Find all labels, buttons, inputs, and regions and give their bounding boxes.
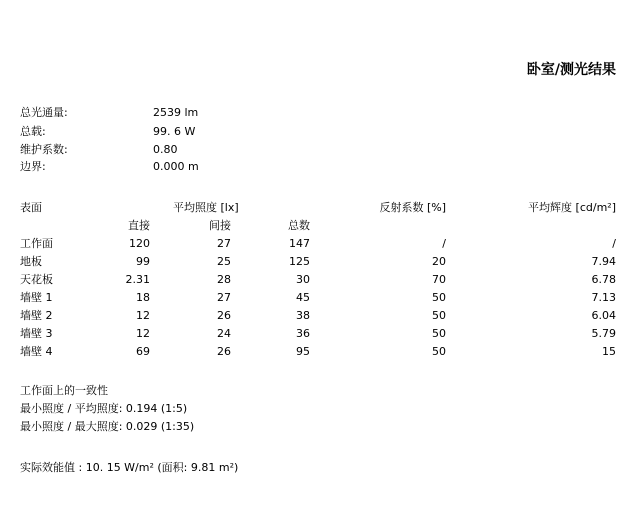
summary-value: 0.80 [153,143,178,156]
uniformity-min-avg: 最小照度 / 平均照度: 0.194 (1:5) [20,402,188,415]
cell-reflectance: 20 [432,255,446,268]
summary-label: 边界: [20,160,46,173]
cell-surface: 墙壁 1 [20,291,53,304]
cell-total: 95 [296,345,310,358]
cell-reflectance: 50 [432,327,446,340]
cell-surface: 天花板 [20,273,53,286]
cell-direct: 69 [136,345,150,358]
cell-luminance: 6.04 [591,309,616,322]
cell-surface: 地板 [20,255,42,268]
header-indirect: 间接 [209,219,231,232]
cell-indirect: 26 [217,309,231,322]
cell-total: 36 [296,327,310,340]
page-title: 卧室/测光结果 [526,62,616,78]
cell-surface: 墙壁 2 [20,309,53,322]
cell-reflectance: 50 [432,345,446,358]
header-surface: 表面 [20,201,42,214]
cell-total: 30 [296,273,310,286]
header-avg-illuminance: 平均照度 [lx] [173,201,239,214]
summary-label: 总载: [20,125,46,138]
cell-total: 38 [296,309,310,322]
cell-total: 125 [289,255,310,268]
cell-reflectance: 70 [432,273,446,286]
cell-total: 45 [296,291,310,304]
cell-direct: 120 [129,237,150,250]
header-total: 总数 [288,219,310,232]
header-reflectance: 反射系数 [%] [379,201,446,214]
cell-reflectance: 50 [432,291,446,304]
summary-value: 99. 6 W [153,125,196,138]
cell-indirect: 25 [217,255,231,268]
cell-direct: 12 [136,309,150,322]
uniformity-heading: 工作面上的一致性 [20,384,108,397]
uniformity-min-max: 最小照度 / 最大照度: 0.029 (1:35) [20,420,195,433]
cell-indirect: 28 [217,273,231,286]
cell-indirect: 24 [217,327,231,340]
cell-total: 147 [289,237,310,250]
summary-label: 维护系数: [20,143,68,156]
cell-indirect: 27 [217,291,231,304]
cell-indirect: 26 [217,345,231,358]
cell-reflectance: / [442,237,446,250]
cell-reflectance: 50 [432,309,446,322]
summary-value: 2539 lm [153,106,199,119]
cell-surface: 墙壁 4 [20,345,53,358]
efficiency-line: 实际效能值 : 10. 15 W/m² (面积: 9.81 m²) [20,461,239,474]
summary-label: 总光通量: [20,106,68,119]
cell-surface: 工作面 [20,237,53,250]
cell-luminance: 5.79 [591,327,616,340]
cell-direct: 99 [136,255,150,268]
cell-direct: 12 [136,327,150,340]
cell-direct: 2.31 [125,273,150,286]
cell-direct: 18 [136,291,150,304]
cell-luminance: 6.78 [591,273,616,286]
header-avg-luminance: 平均辉度 [cd/m²] [528,201,616,214]
cell-luminance: 7.94 [591,255,616,268]
cell-luminance: / [612,237,616,250]
cell-luminance: 15 [602,345,616,358]
cell-surface: 墙壁 3 [20,327,53,340]
cell-luminance: 7.13 [591,291,616,304]
cell-indirect: 27 [217,237,231,250]
summary-value: 0.000 m [153,160,199,173]
header-direct: 直接 [128,219,150,232]
